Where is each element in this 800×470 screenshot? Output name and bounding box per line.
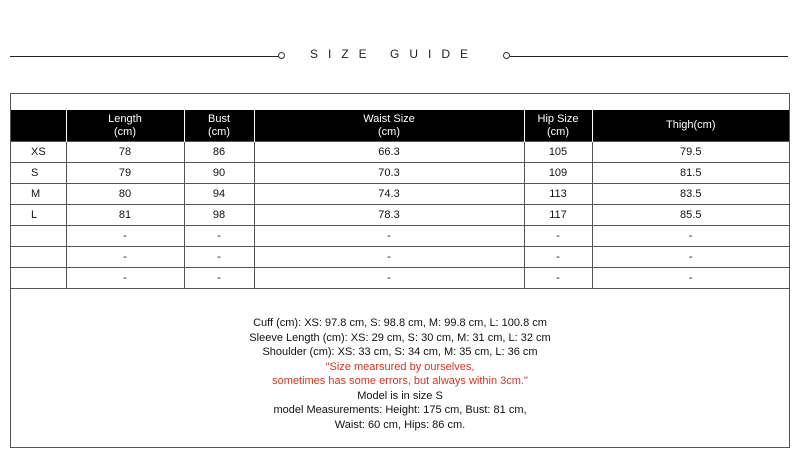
sleeve-note: Sleeve Length (cm): XS: 29 cm, S: 30 cm, M: 31 cm, L: 32 cm — [249, 331, 551, 344]
header-rule-left — [10, 56, 280, 57]
header-dot-left — [278, 52, 285, 59]
hip-cell: - — [524, 226, 592, 247]
table-row — [11, 247, 789, 268]
hip-cell: 117 — [524, 205, 592, 226]
waist-cell: - — [254, 268, 524, 289]
thigh-cell: 85.5 — [592, 205, 789, 226]
length-cell: - — [66, 247, 184, 268]
size-cell: XS — [11, 142, 66, 163]
table-row — [11, 163, 789, 184]
length-cell: 78 — [66, 142, 184, 163]
waist-cell: - — [254, 247, 524, 268]
model-measurements-line-1: model Measurements: Height: 175 cm, Bust: 81 cm, — [273, 404, 527, 416]
thigh-cell: - — [592, 226, 789, 247]
header-size — [11, 110, 66, 142]
thigh-cell: 81.5 — [592, 163, 789, 184]
table-row — [11, 268, 789, 289]
size-cell: L — [11, 205, 66, 226]
size-cell: M — [11, 184, 66, 205]
bust-cell: 98 — [184, 205, 254, 226]
bust-cell: 90 — [184, 163, 254, 184]
measurement-notes — [11, 316, 789, 432]
hip-cell: 113 — [524, 184, 592, 205]
header-length: Length (cm) — [66, 110, 184, 142]
table-header-row — [11, 110, 789, 142]
waist-cell: 70.3 — [254, 163, 524, 184]
disclaimer-line-1: "Size mearsured by ourselves, — [325, 360, 475, 373]
header-waist: Waist Size (cm) — [254, 110, 524, 142]
table-row — [11, 184, 789, 205]
length-cell: 81 — [66, 205, 184, 226]
thigh-cell: - — [592, 247, 789, 268]
page-title: SIZE GUIDE — [309, 47, 478, 61]
bust-cell: - — [184, 268, 254, 289]
bust-cell: 94 — [184, 184, 254, 205]
waist-cell: 78.3 — [254, 205, 524, 226]
size-guide-box — [10, 93, 790, 448]
size-cell: S — [11, 163, 66, 184]
length-cell: - — [66, 268, 184, 289]
size-cell — [11, 268, 66, 289]
hip-cell: 105 — [524, 142, 592, 163]
hip-cell: - — [524, 268, 592, 289]
hip-cell: - — [524, 247, 592, 268]
model-measurements-line-2: Waist: 60 cm, Hips: 86 cm. — [334, 418, 466, 431]
hip-cell: 109 — [524, 163, 592, 184]
thigh-cell: 79.5 — [592, 142, 789, 163]
header-hip: Hip Size (cm) — [524, 110, 592, 142]
disclaimer-line-2: sometimes has some errors, but always within 3cm." — [272, 375, 528, 387]
shoulder-note: Shoulder (cm): XS: 33 cm, S: 34 cm, M: 35 cm, L: 36 cm — [262, 346, 538, 358]
size-cell — [11, 226, 66, 247]
header-rule-right — [510, 56, 788, 57]
table-row — [11, 226, 789, 247]
bust-cell: - — [184, 247, 254, 268]
length-cell: - — [66, 226, 184, 247]
thigh-cell: 83.5 — [592, 184, 789, 205]
size-guide-header — [0, 44, 800, 68]
header-thigh: Thigh(cm) — [592, 110, 789, 142]
length-cell: 80 — [66, 184, 184, 205]
table-row — [11, 205, 789, 226]
size-table — [11, 110, 789, 289]
cuff-note: Cuff (cm): XS: 97.8 cm, S: 98.8 cm, M: 99.8 cm, L: 100.8 cm — [253, 317, 547, 329]
header-bust: Bust (cm) — [184, 110, 254, 142]
header-dot-right — [503, 52, 510, 59]
size-cell — [11, 247, 66, 268]
length-cell: 79 — [66, 163, 184, 184]
waist-cell: 74.3 — [254, 184, 524, 205]
bust-cell: - — [184, 226, 254, 247]
bust-cell: 86 — [184, 142, 254, 163]
waist-cell: - — [254, 226, 524, 247]
thigh-cell: - — [592, 268, 789, 289]
waist-cell: 66.3 — [254, 142, 524, 163]
table-row — [11, 142, 789, 163]
model-size-note: Model is in size S — [357, 389, 443, 402]
